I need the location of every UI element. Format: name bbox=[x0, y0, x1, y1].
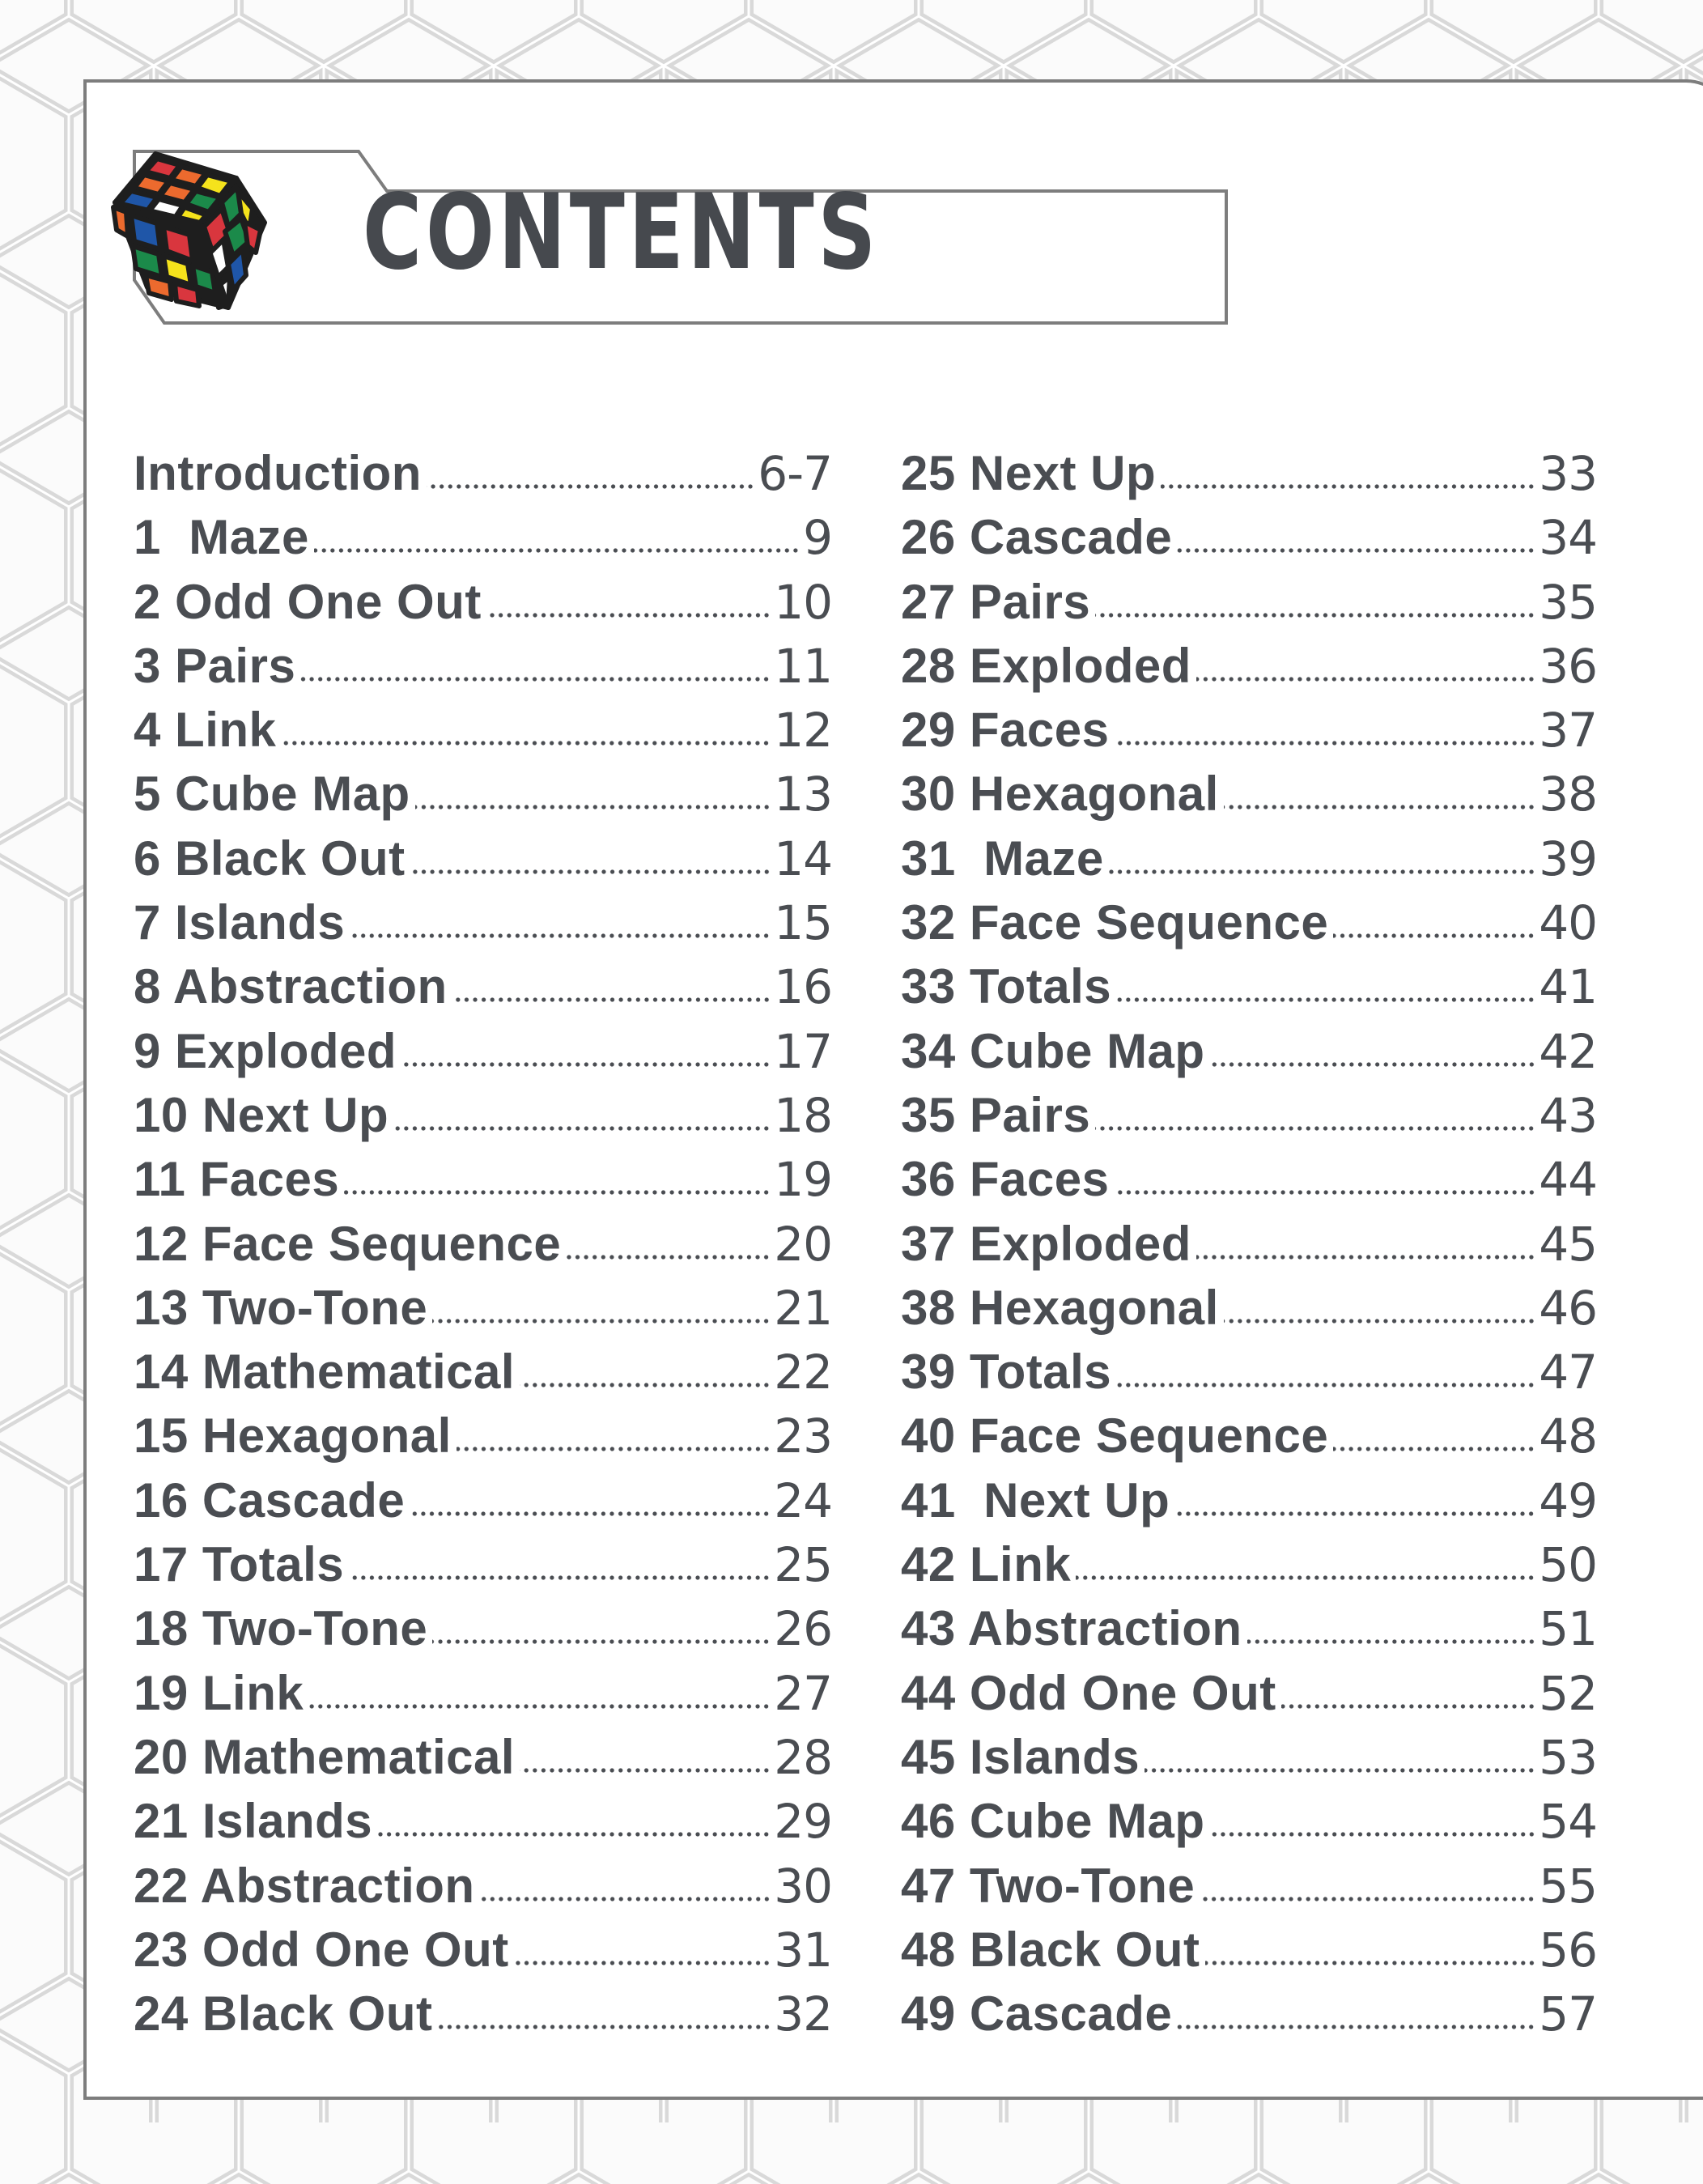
toc-entry-page: 26 bbox=[774, 1601, 832, 1657]
toc-entry-title: 48 Black Out bbox=[901, 1922, 1200, 1977]
dot-leader bbox=[432, 1638, 771, 1645]
toc-entry[interactable] bbox=[901, 1147, 1597, 1211]
toc-entry-title: 38 Hexagonal bbox=[901, 1280, 1219, 1335]
toc-entry-page: 18 bbox=[774, 1087, 832, 1143]
toc-entry-page: 20 bbox=[774, 1216, 832, 1272]
dot-leader bbox=[1247, 1638, 1536, 1645]
toc-entry-page: 16 bbox=[774, 959, 832, 1015]
toc-entry-title: 43 Abstraction bbox=[901, 1601, 1242, 1656]
toc-entry[interactable] bbox=[901, 1725, 1597, 1789]
toc-entry[interactable] bbox=[134, 890, 832, 954]
toc-entry[interactable] bbox=[901, 1661, 1597, 1725]
toc-entry[interactable] bbox=[901, 1789, 1597, 1853]
toc-entry-title: 11 Faces bbox=[134, 1152, 340, 1207]
toc-entry-page: 12 bbox=[774, 703, 832, 758]
toc-entry-title: 33 Totals bbox=[901, 959, 1112, 1014]
toc-entry[interactable] bbox=[134, 1404, 832, 1468]
toc-entry-page: 27 bbox=[774, 1665, 832, 1721]
toc-entry-page: 24 bbox=[774, 1472, 832, 1528]
toc-column-left bbox=[134, 441, 832, 2046]
page-title: CONTENTS bbox=[363, 172, 881, 293]
toc-entry[interactable] bbox=[901, 954, 1597, 1018]
toc-entry-title: 13 Two-Tone bbox=[134, 1280, 428, 1335]
dot-leader bbox=[344, 1189, 771, 1196]
dot-leader bbox=[1109, 869, 1535, 875]
toc-entry[interactable] bbox=[901, 1212, 1597, 1276]
toc-entry[interactable] bbox=[901, 1468, 1597, 1532]
dot-leader bbox=[480, 1896, 771, 1902]
dot-leader bbox=[520, 1382, 771, 1388]
toc-entry-page: 46 bbox=[1539, 1280, 1597, 1336]
dot-leader bbox=[401, 1061, 771, 1068]
toc-entry-title: 6 Black Out bbox=[134, 831, 406, 886]
toc-entry[interactable] bbox=[134, 505, 832, 569]
toc-entry-title: 14 Mathematical bbox=[134, 1345, 516, 1400]
toc-entry[interactable] bbox=[901, 1404, 1597, 1468]
dot-leader bbox=[1095, 612, 1535, 618]
toc-entry-page: 57 bbox=[1539, 1986, 1597, 2042]
toc-entry[interactable] bbox=[901, 1276, 1597, 1340]
toc-entry-page: 53 bbox=[1539, 1729, 1597, 1785]
toc-entry-page: 10 bbox=[774, 574, 832, 630]
toc-entry-title: 44 Odd One Out bbox=[901, 1665, 1276, 1720]
toc-entry-page: 50 bbox=[1539, 1537, 1597, 1593]
toc-entry[interactable] bbox=[134, 1276, 832, 1340]
toc-entry-page: 17 bbox=[774, 1023, 832, 1079]
toc-entry-title: 15 Hexagonal bbox=[134, 1409, 452, 1464]
dot-leader bbox=[1177, 547, 1535, 554]
toc-entry-title: 35 Pairs bbox=[901, 1087, 1091, 1142]
dot-leader bbox=[1205, 1960, 1536, 1966]
dot-leader bbox=[457, 1446, 771, 1452]
toc-entry[interactable] bbox=[134, 1147, 832, 1211]
toc-entry-page: 32 bbox=[774, 1986, 832, 2042]
dot-leader bbox=[377, 1831, 771, 1838]
dot-leader bbox=[1333, 933, 1535, 939]
toc-entry-page: 13 bbox=[774, 767, 832, 822]
dot-leader bbox=[432, 1318, 771, 1324]
toc-entry-page: 40 bbox=[1539, 895, 1597, 951]
toc-entry-page: 34 bbox=[1539, 510, 1597, 566]
toc-entry[interactable] bbox=[134, 1854, 832, 1918]
dot-leader bbox=[438, 2024, 771, 2030]
toc-entry-page: 41 bbox=[1539, 959, 1597, 1015]
toc-entry-title: 32 Face Sequence bbox=[901, 895, 1329, 950]
toc-entry[interactable] bbox=[134, 1661, 832, 1725]
dot-leader bbox=[514, 1960, 771, 1966]
dot-leader bbox=[520, 1767, 771, 1774]
toc-entry-title: 49 Cascade bbox=[901, 1986, 1173, 2042]
toc-entry-page: 28 bbox=[774, 1729, 832, 1785]
dot-leader bbox=[1200, 1896, 1535, 1902]
toc-entry-title: 3 Pairs bbox=[134, 638, 296, 693]
toc-entry-page: 25 bbox=[774, 1537, 832, 1593]
toc-entry-title: 21 Islands bbox=[134, 1794, 373, 1849]
dot-leader bbox=[1210, 1061, 1536, 1068]
toc-entry-page: 39 bbox=[1539, 831, 1597, 886]
toc-entry-page: 23 bbox=[774, 1409, 832, 1464]
dot-leader bbox=[410, 869, 771, 875]
dot-leader bbox=[452, 996, 771, 1003]
toc-entry-page: 43 bbox=[1539, 1087, 1597, 1143]
dot-leader bbox=[1210, 1831, 1536, 1838]
dot-leader bbox=[1116, 1382, 1535, 1388]
toc-entry-page: 29 bbox=[774, 1794, 832, 1850]
toc-entry[interactable] bbox=[901, 1340, 1597, 1404]
toc-entry[interactable] bbox=[134, 1019, 832, 1083]
toc-entry-page: 51 bbox=[1539, 1601, 1597, 1657]
toc-entry-title: 7 Islands bbox=[134, 895, 346, 950]
dot-leader bbox=[1115, 1189, 1536, 1196]
toc-column-right bbox=[901, 441, 1597, 2046]
toc-entry-title: 39 Totals bbox=[901, 1345, 1112, 1400]
toc-entry-page: 36 bbox=[1539, 638, 1597, 694]
toc-entry[interactable] bbox=[901, 634, 1597, 698]
dot-leader bbox=[1196, 676, 1535, 682]
dot-leader bbox=[1145, 1767, 1535, 1774]
toc-entry[interactable] bbox=[901, 441, 1597, 505]
toc-entry[interactable] bbox=[134, 1982, 832, 2046]
toc-entry-title: 45 Islands bbox=[901, 1729, 1140, 1784]
toc-entry-page: 15 bbox=[774, 895, 832, 951]
toc-entry-title: 47 Two-Tone bbox=[901, 1858, 1195, 1913]
toc-entry[interactable] bbox=[901, 1982, 1597, 2046]
dot-leader bbox=[349, 1574, 771, 1581]
rubiks-cube-icon bbox=[99, 146, 275, 312]
toc-entry[interactable] bbox=[134, 1083, 832, 1147]
toc-entry[interactable] bbox=[901, 1854, 1597, 1918]
toc-entry-title: 5 Cube Map bbox=[134, 767, 410, 822]
toc-entry-page: 38 bbox=[1539, 767, 1597, 822]
toc-entry[interactable] bbox=[901, 1596, 1597, 1660]
toc-entry-title: 30 Hexagonal bbox=[901, 767, 1219, 822]
toc-entry-title: Introduction bbox=[134, 446, 422, 500]
toc-entry-page: 52 bbox=[1539, 1665, 1597, 1721]
toc-entry-page: 14 bbox=[774, 831, 832, 886]
toc-entry-title: 31 Maze bbox=[901, 831, 1104, 886]
toc-entry[interactable] bbox=[134, 826, 832, 890]
dot-leader bbox=[308, 1703, 771, 1710]
toc-entry-title: 17 Totals bbox=[134, 1537, 345, 1592]
toc-entry-page: 56 bbox=[1539, 1922, 1597, 1978]
toc-entry[interactable] bbox=[134, 634, 832, 698]
toc-entry[interactable] bbox=[134, 1918, 832, 1982]
dot-leader bbox=[1281, 1703, 1535, 1710]
toc-entry[interactable] bbox=[901, 890, 1597, 954]
dot-leader bbox=[566, 1254, 771, 1260]
toc-entry[interactable] bbox=[134, 954, 832, 1018]
dot-leader bbox=[1116, 996, 1535, 1003]
toc-entry-title: 25 Next Up bbox=[901, 446, 1157, 500]
toc-entry-title: 29 Faces bbox=[901, 703, 1110, 758]
toc-entry[interactable] bbox=[901, 1083, 1597, 1147]
toc-entry-title: 24 Black Out bbox=[134, 1986, 433, 2042]
toc-entry-title: 19 Link bbox=[134, 1665, 304, 1720]
toc-entry-page: 11 bbox=[774, 638, 832, 694]
dot-leader bbox=[1161, 483, 1535, 490]
toc-entry-title: 9 Exploded bbox=[134, 1023, 397, 1078]
toc-entry-title: 12 Face Sequence bbox=[134, 1216, 562, 1271]
dot-leader bbox=[410, 1511, 771, 1517]
toc-entry[interactable] bbox=[134, 1468, 832, 1532]
toc-entry-title: 36 Faces bbox=[901, 1152, 1110, 1207]
toc-entry[interactable] bbox=[901, 762, 1597, 826]
toc-entry-title: 37 Exploded bbox=[901, 1216, 1191, 1271]
toc-entry-page: 44 bbox=[1539, 1152, 1597, 1208]
toc-entry-title: 2 Odd One Out bbox=[134, 574, 482, 629]
toc-entry-page: 30 bbox=[774, 1858, 832, 1914]
dot-leader bbox=[1174, 1511, 1535, 1517]
dot-leader bbox=[1076, 1574, 1535, 1581]
dot-leader bbox=[281, 740, 771, 746]
toc-entry[interactable] bbox=[901, 1019, 1597, 1083]
toc-entry[interactable] bbox=[134, 1212, 832, 1276]
toc-entry-page: 54 bbox=[1539, 1794, 1597, 1850]
toc-entry[interactable] bbox=[134, 1532, 832, 1596]
toc-entry-page: 6-7 bbox=[758, 446, 832, 501]
toc-entry[interactable] bbox=[134, 1596, 832, 1660]
dot-leader bbox=[1224, 1318, 1535, 1324]
toc-entry[interactable] bbox=[901, 1532, 1597, 1596]
dot-leader bbox=[1095, 1125, 1535, 1132]
toc-entry[interactable] bbox=[901, 1918, 1597, 1982]
toc-entry-page: 55 bbox=[1539, 1858, 1597, 1914]
dot-leader bbox=[350, 933, 771, 939]
toc-entry-page: 19 bbox=[774, 1152, 832, 1208]
toc-entry-page: 22 bbox=[774, 1345, 832, 1400]
dot-leader bbox=[415, 804, 771, 810]
toc-entry-title: 1 Maze bbox=[134, 510, 309, 565]
toc-entry[interactable] bbox=[134, 1340, 832, 1404]
dot-leader bbox=[486, 612, 771, 618]
toc-entry-title: 26 Cascade bbox=[901, 510, 1173, 565]
toc-entry-page: 31 bbox=[774, 1922, 832, 1978]
toc-entry[interactable] bbox=[901, 570, 1597, 634]
toc-entry-title: 10 Next Up bbox=[134, 1087, 389, 1142]
toc-entry-title: 40 Face Sequence bbox=[901, 1409, 1329, 1464]
toc-entry-page: 42 bbox=[1539, 1023, 1597, 1079]
dot-leader bbox=[1196, 1254, 1535, 1260]
dot-leader bbox=[427, 483, 754, 490]
toc-entry[interactable] bbox=[134, 441, 832, 505]
toc-entry[interactable] bbox=[901, 826, 1597, 890]
toc-entry[interactable] bbox=[134, 762, 832, 826]
toc-entry-title: 8 Abstraction bbox=[134, 959, 448, 1014]
toc-entry-title: 18 Two-Tone bbox=[134, 1601, 428, 1656]
toc-entry-title: 46 Cube Map bbox=[901, 1794, 1205, 1849]
toc-entry[interactable] bbox=[134, 570, 832, 634]
dot-leader bbox=[300, 676, 771, 682]
toc-entry[interactable] bbox=[901, 698, 1597, 762]
toc-entry-page: 21 bbox=[774, 1280, 832, 1336]
toc-entry-title: 41 Next Up bbox=[901, 1472, 1170, 1528]
toc-entry-page: 33 bbox=[1539, 446, 1597, 501]
toc-entry-title: 27 Pairs bbox=[901, 574, 1091, 629]
toc-entry-page: 45 bbox=[1539, 1216, 1597, 1272]
dot-leader bbox=[1224, 804, 1535, 810]
dot-leader bbox=[1177, 2024, 1535, 2030]
toc-entry-title: 16 Cascade bbox=[134, 1472, 406, 1528]
toc-entry-title: 34 Cube Map bbox=[901, 1023, 1205, 1078]
toc-entry-page: 47 bbox=[1539, 1345, 1597, 1400]
toc-entry-title: 23 Odd One Out bbox=[134, 1922, 509, 1977]
toc-entry[interactable] bbox=[901, 505, 1597, 569]
toc-entry-title: 4 Link bbox=[134, 703, 277, 758]
dot-leader bbox=[1333, 1446, 1535, 1452]
toc-entry-title: 22 Abstraction bbox=[134, 1858, 475, 1913]
toc-entry-page: 35 bbox=[1539, 574, 1597, 630]
toc-entry[interactable] bbox=[134, 1725, 832, 1789]
toc-entry[interactable] bbox=[134, 698, 832, 762]
toc-entry-page: 9 bbox=[803, 510, 832, 566]
toc-entry-page: 48 bbox=[1539, 1409, 1597, 1464]
toc-entry-page: 37 bbox=[1539, 703, 1597, 758]
dot-leader bbox=[314, 547, 800, 554]
toc-entry[interactable] bbox=[134, 1789, 832, 1853]
dot-leader bbox=[393, 1125, 771, 1132]
toc-entry-title: 20 Mathematical bbox=[134, 1729, 516, 1784]
toc-entry-title: 42 Link bbox=[901, 1537, 1072, 1592]
dot-leader bbox=[1115, 740, 1536, 746]
toc-entry-page: 49 bbox=[1539, 1472, 1597, 1528]
toc-entry-title: 28 Exploded bbox=[901, 638, 1191, 693]
